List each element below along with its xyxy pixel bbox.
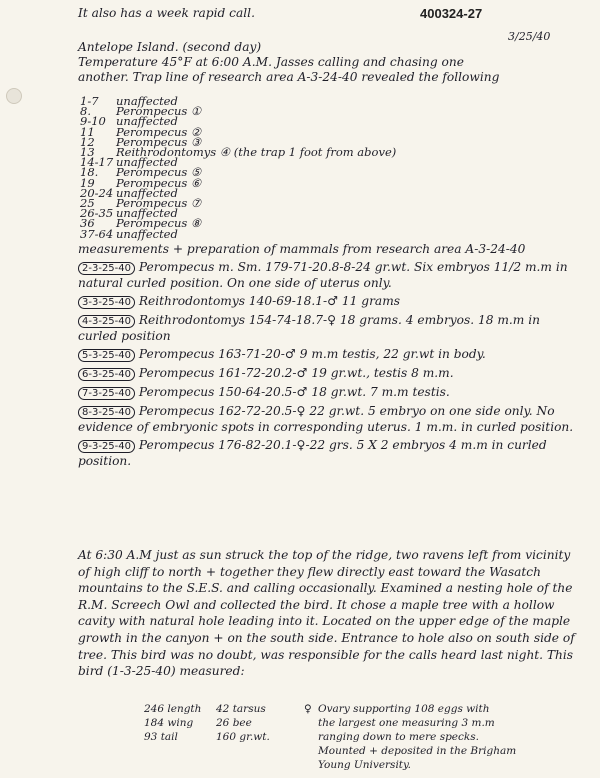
specimen-record: 7-3-25-40 Perompecus 150-64-20.5-♂ 18 gr.wt. 7 m.m testis. <box>78 385 576 401</box>
specimen-id: 3-3-25-40 <box>78 296 135 309</box>
entry-date: 3/25/40 <box>508 30 551 43</box>
bird-measurements-col1: 246 length 184 wing 93 tail <box>144 703 202 743</box>
specimen-id: 9-3-25-40 <box>78 440 135 453</box>
specimen-id: 7-3-25-40 <box>78 387 135 400</box>
specimen-id: 5-3-25-40 <box>78 349 135 362</box>
intro-line: another. Trap line of research area A-3-24-40 revealed the following <box>78 70 500 84</box>
trap-list <box>80 94 397 241</box>
ovary-note: ♀ Ovary supporting 108 eggs with the largest one measuring 3 m.m ranging down to mere specks. Mounted + deposited in the Brigham Young University. <box>304 703 517 771</box>
specimen-id: 4-3-25-40 <box>78 315 135 328</box>
trap-list-item: 26-35 unaffected <box>80 206 178 221</box>
specimen-record: 3-3-25-40 Reithrodontomys 140-69-18.1-♂ 11 grams <box>78 294 576 310</box>
trap-list-item: 8. Perompecus ① <box>80 104 202 119</box>
trap-list-item: 19 Perompecus ⑥ <box>80 175 202 190</box>
bird-measurements-col2: 42 tarsus 26 bee 160 gr.wt. <box>216 703 270 743</box>
binder-hole <box>6 88 22 104</box>
trap-list-item: 12 Perompecus ③ <box>80 134 202 149</box>
specimen-record: 9-3-25-40 Perompecus 176-82-20.1-♀-22 grs. 5 X 2 embryos 4 m.m in curled position. <box>78 438 547 468</box>
trap-list-item: 14-17 unaffected <box>80 155 178 170</box>
female-symbol: ♀ <box>304 703 312 715</box>
specimen-id: 6-3-25-40 <box>78 368 135 381</box>
trap-list-item: 11 Perompecus ② <box>80 124 202 139</box>
specimen-record: 2-3-25-40 Perompecus m. Sm. 179-71-20.8-8-24 gr.wt. Six embryos 11/2 m.m in natural curled position. On one side of uterus only. <box>78 260 568 290</box>
trap-list-item: 25 Perompecus ⑦ <box>80 196 202 211</box>
specimen-id: 2-3-25-40 <box>78 262 135 275</box>
intro-line: Temperature 45°F at 6:00 A.M. Jasses calling and chasing one <box>78 55 464 69</box>
trap-list-item: 36 Perompecus ⑧ <box>80 216 202 231</box>
catalog-number: 400324-27 <box>420 6 483 21</box>
specimen-record: 8-3-25-40 Perompecus 162-72-20.5-♀ 22 gr.wt. 5 embryo on one side only. No evidence of embryonic spots in corresponding uterus. 1 m.m. in curled position. <box>78 404 574 434</box>
records-block <box>78 260 576 472</box>
trap-list-item: 18. Perompecus ⑤ <box>80 165 202 180</box>
trap-list-item: 20-24 unaffected <box>80 185 178 200</box>
specimen-id: 8-3-25-40 <box>78 406 135 419</box>
trap-list-item: 1-7 unaffected <box>80 94 178 108</box>
narrative-paragraph: At 6:30 A.M just as sun struck the top of the ridge, two ravens left from vicinity of high cliff to north + together they flew directly east toward the Wasatch mountains to the S.E.S. and calling occasionally. Examined a nesting hole of the R.M. Screech Owl and collected the bird. It chose a maple tree with a hollow cavity with natural hole leading into it. Located on the upper edge of the maple growth in the canyon + on the south side. Entrance to hole also on south side of tree. This bird was no doubt, was responsible for the calls heard last night. This bird (1-3-25-40) measured: <box>78 548 575 679</box>
trap-list-item: 37-64 unaffected <box>80 226 178 241</box>
specimen-record: 5-3-25-40 Perompecus 163-71-20-♂ 9 m.m testis, 22 gr.wt in body. <box>78 347 576 363</box>
trap-list-item: 13 Reithrodontomys ④ (the trap 1 foot from above) <box>80 145 397 160</box>
intro-line: Antelope Island. (second day) <box>78 40 262 54</box>
top-line: It also has a week rapid call. <box>78 6 255 20</box>
trap-list-item: 9-10 unaffected <box>80 114 178 129</box>
measurements-heading: measurements + preparation of mammals from research area A-3-24-40 <box>78 242 526 256</box>
specimen-record: 6-3-25-40 Perompecus 161-72-20.2-♂ 19 gr.wt., testis 8 m.m. <box>78 366 576 382</box>
specimen-record: 4-3-25-40 Reithrodontomys 154-74-18.7-♀ 18 grams. 4 embryos. 18 m.m in curled position <box>78 313 540 343</box>
